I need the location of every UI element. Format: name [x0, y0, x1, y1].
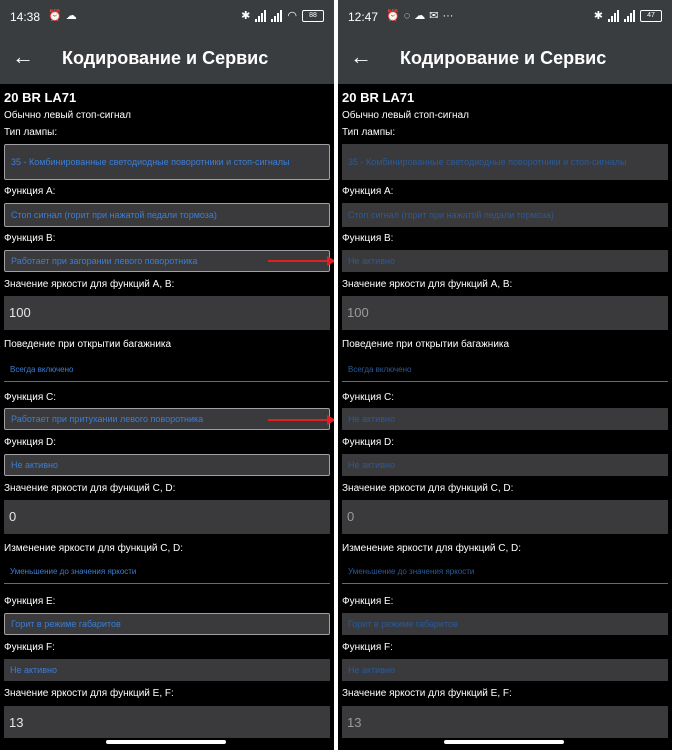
- back-arrow-icon[interactable]: ←: [12, 44, 34, 69]
- func-f-label: Функция F:: [342, 642, 393, 653]
- bluetooth-icon: ✱: [241, 10, 251, 22]
- brightness-ef-input[interactable]: 13: [4, 706, 330, 740]
- whatsapp-icon: ◌: [403, 10, 411, 22]
- func-e-select[interactable]: Горит в режиме габаритов: [342, 613, 668, 635]
- phone-screen-left: [0, 0, 334, 750]
- func-a-select[interactable]: Стоп сигнал (горит при нажатой педали тормоза): [342, 203, 668, 227]
- page-title: Кодирование и Сервис: [62, 48, 269, 68]
- lamp-type-label: Тип лампы:: [342, 127, 396, 138]
- more-icon: ···: [442, 10, 454, 22]
- trunk-behavior-label: Поведение при открытии багажника: [4, 339, 172, 350]
- status-bar: [338, 0, 672, 34]
- lamp-type-label: Тип лампы:: [4, 127, 58, 138]
- brightness-ab-label: Значение яркости для функций A, B:: [342, 279, 513, 290]
- battery-icon: 47: [640, 10, 662, 22]
- highlight-arrow: [268, 419, 328, 421]
- func-c-label: Функция C:: [4, 392, 57, 403]
- brightness-ef-input[interactable]: 13: [342, 706, 668, 740]
- brightness-cd-input[interactable]: 0: [342, 500, 668, 534]
- status-bar: [0, 0, 334, 34]
- highlight-arrow: [268, 260, 328, 262]
- alarm-off-icon: ⏰: [386, 10, 400, 22]
- subtitle: Обычно левый стоп-сигнал: [4, 110, 131, 121]
- brightness-ab-input[interactable]: 100: [4, 296, 330, 330]
- settings-content: [0, 84, 334, 750]
- func-d-label: Функция D:: [4, 437, 57, 448]
- status-time: 12:47: [348, 10, 379, 24]
- func-f-label: Функция F:: [4, 642, 55, 653]
- nav-bar: [0, 738, 334, 750]
- device-title: 20 BR LA71: [4, 90, 77, 105]
- wifi-icon: ◠: [287, 10, 297, 22]
- func-b-label: Функция B:: [342, 233, 394, 244]
- func-e-label: Функция E:: [4, 596, 56, 607]
- signal-icon: [271, 10, 282, 22]
- signal-icon: [608, 10, 619, 22]
- cloud-icon: ☁: [414, 10, 426, 22]
- device-title: 20 BR LA71: [342, 90, 415, 105]
- func-b-label: Функция B:: [4, 233, 56, 244]
- brightness-ab-input[interactable]: 100: [342, 296, 668, 330]
- phone-screen-right: [338, 0, 672, 750]
- func-c-label: Функция C:: [342, 392, 395, 403]
- app-bar: [338, 34, 672, 84]
- mail-icon: ✉: [429, 10, 439, 22]
- brightness-ef-label: Значение яркости для функций E, F:: [342, 688, 512, 699]
- func-d-select[interactable]: Не активно: [342, 454, 668, 476]
- brightness-cd-input[interactable]: 0: [4, 500, 330, 534]
- func-b-select[interactable]: Работает при загорании левого поворотника: [4, 250, 330, 272]
- brightness-cd-label: Значение яркости для функций C, D:: [4, 483, 176, 494]
- brightness-change-cd-select[interactable]: Уменьшение до значения яркости: [342, 560, 668, 584]
- func-a-label: Функция A:: [4, 186, 56, 197]
- func-e-select[interactable]: Горит в режиме габаритов: [4, 613, 330, 635]
- brightness-change-cd-label: Изменение яркости для функций C, D:: [342, 543, 522, 554]
- brightness-ef-label: Значение яркости для функций E, F:: [4, 688, 174, 699]
- func-a-label: Функция A:: [342, 186, 394, 197]
- settings-content: [338, 84, 672, 750]
- signal-icon: [624, 10, 635, 22]
- brightness-ab-label: Значение яркости для функций A, B:: [4, 279, 175, 290]
- func-a-select[interactable]: Стоп сигнал (горит при нажатой педали тормоза): [4, 203, 330, 227]
- bluetooth-icon: ✱: [593, 10, 603, 22]
- func-c-select[interactable]: Работает при притухании левого поворотника: [4, 408, 330, 430]
- func-e-label: Функция E:: [342, 596, 394, 607]
- trunk-behavior-label: Поведение при открытии багажника: [342, 339, 510, 350]
- func-b-select[interactable]: Не активно: [342, 250, 668, 272]
- page-title: Кодирование и Сервис: [400, 48, 607, 68]
- lamp-type-select[interactable]: 35 - Комбинированные светодиодные поворотники и стоп-сигналы: [4, 144, 330, 180]
- home-gesture-bar[interactable]: [106, 740, 226, 744]
- app-bar: [0, 34, 334, 84]
- func-d-label: Функция D:: [342, 437, 395, 448]
- func-f-select[interactable]: Не активно: [342, 659, 668, 681]
- brightness-change-cd-select[interactable]: Уменьшение до значения яркости: [4, 560, 330, 584]
- func-c-select[interactable]: Не активно: [342, 408, 668, 430]
- signal-icon: [255, 10, 266, 22]
- lamp-type-select[interactable]: 35 - Комбинированные светодиодные поворотники и стоп-сигналы: [342, 144, 668, 180]
- func-f-select[interactable]: Не активно: [4, 659, 330, 681]
- alarm-off-icon: ⏰: [48, 10, 62, 22]
- brightness-change-cd-label: Изменение яркости для функций C, D:: [4, 543, 184, 554]
- back-arrow-icon[interactable]: ←: [350, 44, 372, 69]
- cloud-icon: ☁: [65, 10, 77, 22]
- status-time: 14:38: [10, 10, 41, 24]
- trunk-behavior-select[interactable]: Всегда включено: [4, 358, 330, 382]
- func-d-select[interactable]: Не активно: [4, 454, 330, 476]
- subtitle: Обычно левый стоп-сигнал: [342, 110, 469, 121]
- brightness-cd-label: Значение яркости для функций C, D:: [342, 483, 514, 494]
- trunk-behavior-select[interactable]: Всегда включено: [342, 358, 668, 382]
- home-gesture-bar[interactable]: [444, 740, 564, 744]
- battery-icon: 88: [302, 10, 324, 22]
- nav-bar: [338, 738, 672, 750]
